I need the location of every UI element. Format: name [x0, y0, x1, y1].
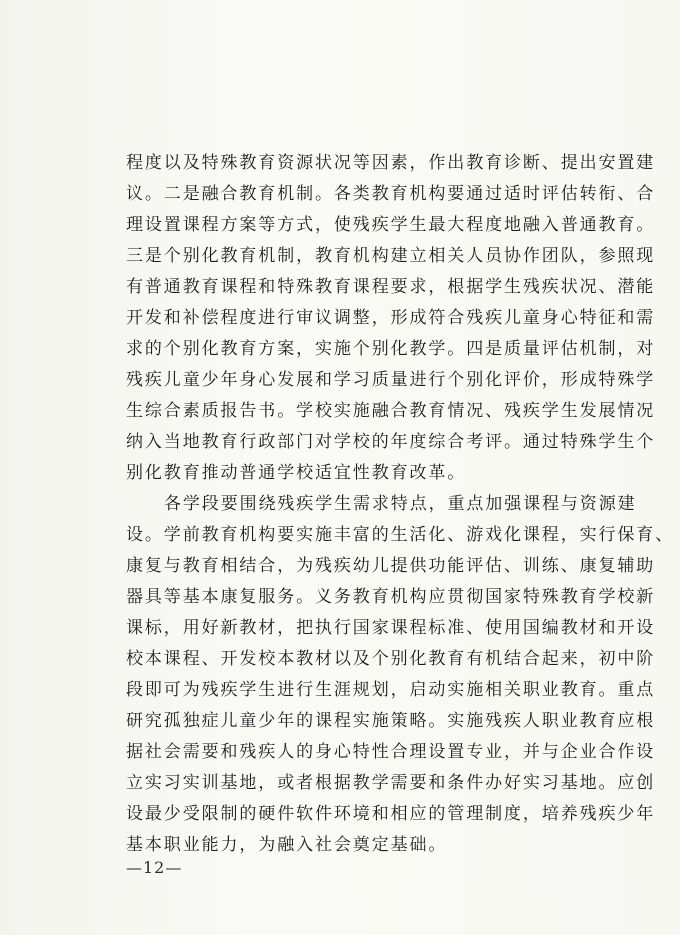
text-line: 设。学前教育机构要实施丰富的生活化、游戏化课程，实行保育、 — [126, 525, 675, 545]
page-number: —12— — [126, 858, 183, 877]
text-line: 有普通教育课程和特殊教育课程要求，根据学生残疾状况、潜能 — [126, 277, 656, 297]
text-line: 求的个别化教育方案，实施个别化教学。四是质量评估机制，对 — [126, 339, 656, 359]
text-line: 康复与教育相结合，为残疾幼儿提供功能评估、训练、康复辅助 — [126, 556, 656, 576]
text-line: 课标，用好新教材，把执行国家课程标准、使用国编教材和开设 — [126, 618, 656, 638]
text-line: 残疾儿童少年身心发展和学习质量进行个别化评价，形成特殊学 — [126, 370, 656, 390]
text-line: 程度以及特殊教育资源状况等因素，作出教育诊断、提出安置建 — [126, 153, 656, 173]
text-line: 别化教育推动普通学校适宜性教育改革。 — [126, 463, 467, 483]
text-line: 开发和补偿程度进行审议调整，形成符合残疾儿童身心特征和需 — [126, 308, 656, 328]
text-line: 立实习实训基地，或者根据教学需要和条件办好实习基地。应创 — [126, 773, 656, 793]
text-line: 校本课程、开发校本教材以及个别化教育有机结合起来，初中阶 — [126, 649, 656, 669]
text-line: 器具等基本康复服务。义务教育机构应贯彻国家特殊教育学校新 — [126, 587, 656, 607]
text-line: 三是个别化教育机制，教育机构建立相关人员协作团队，参照现 — [126, 246, 656, 266]
text-line: 据社会需要和残疾人的身心特性合理设置专业，并与企业合作设 — [126, 742, 656, 762]
text-line: 各学段要围绕残疾学生需求特点，重点加强课程与资源建 — [164, 494, 637, 514]
text-line: 纳入当地教育行政部门对学校的年度综合考评。通过特殊学生个 — [126, 432, 656, 452]
text-line: 议。二是融合教育机制。各类教育机构要通过适时评估转衔、合 — [126, 184, 656, 204]
text-line: 段即可为残疾学生进行生涯规划，启动实施相关职业教育。重点 — [126, 680, 656, 700]
text-line: 理设置课程方案等方式，使残疾学生最大程度地融入普通教育。 — [126, 215, 656, 235]
text-line: 基本职业能力，为融入社会奠定基础。 — [126, 835, 448, 855]
text-line: 设最少受限制的硬件软件环境和相应的管理制度，培养残疾少年 — [126, 804, 656, 824]
text-line: 研究孤独症儿童少年的课程实施策略。实施残疾人职业教育应根 — [126, 711, 656, 731]
text-line: 生综合素质报告书。学校实施融合教育情况、残疾学生发展情况 — [126, 401, 656, 421]
